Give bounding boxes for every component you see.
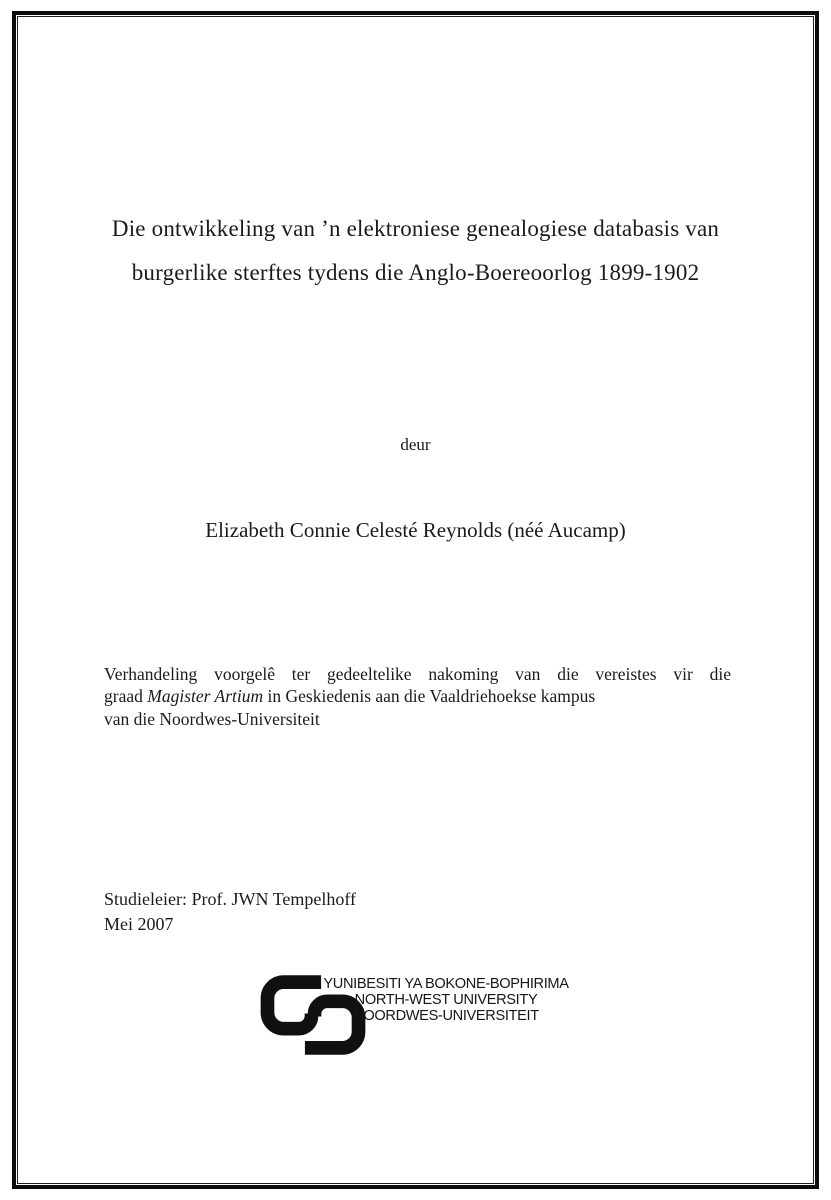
- title-line-1: Die ontwikkeling van ’n elektroniese genealogiese databasis van: [111, 216, 720, 241]
- thesis-title: [0, 207, 831, 295]
- date-line: Mei 2007: [104, 914, 174, 934]
- logo-text-line-2: NORTH-WEST UNIVERSITY: [354, 992, 538, 1009]
- statement-line-2-suffix: in Geskiedenis aan die Vaaldriehoekse kampus: [263, 686, 596, 707]
- university-logo-wordmark: [317, 976, 575, 1025]
- logo-text-line-3: NOORDWES-UNIVERSITEIT: [353, 1008, 539, 1025]
- logo-text-line-1: YUNIBESITI YA BOKONE-BOPHIRIMA: [323, 976, 569, 992]
- statement-line-1: Verhandeling voorgelê ter gedeeltelike nakoming van die vereistes vir die: [104, 664, 731, 684]
- university-logo: [257, 971, 587, 1063]
- degree-name: Magister Artium: [147, 686, 264, 707]
- supervisor-and-date: [104, 887, 356, 937]
- byline: deur: [400, 435, 431, 454]
- supervisor-line: Studieleier: Prof. JWN Tempelhoff: [104, 889, 357, 909]
- title-line-2: burgerlike sterftes tydens die Anglo-Boereoorlog 1899-1902: [131, 260, 700, 285]
- submission-statement: [104, 663, 731, 730]
- statement-line-2: [104, 685, 731, 707]
- statement-line-3: van die Noordwes-Universiteit: [104, 708, 320, 729]
- statement-line-2-prefix: graad: [104, 686, 148, 707]
- author-name: Elizabeth Connie Celesté Reynolds (néé Aucamp): [205, 518, 626, 542]
